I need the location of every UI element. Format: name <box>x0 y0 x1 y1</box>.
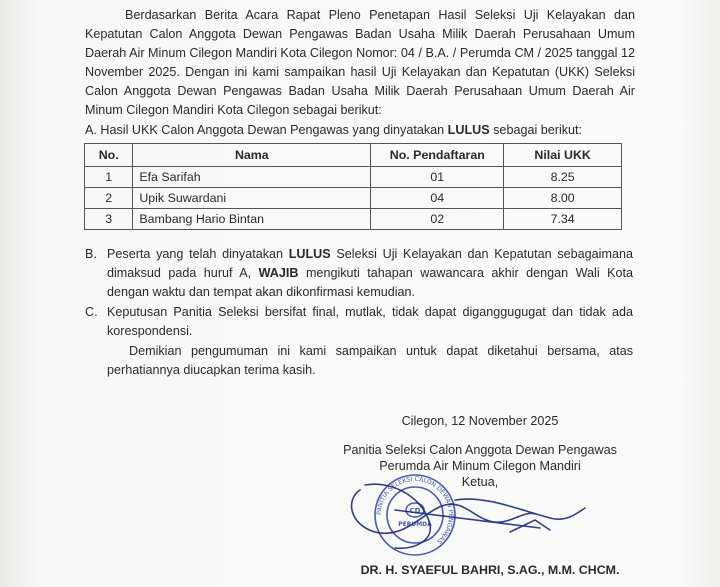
intro-text: Berdasarkan Berita Acara Rapat Pleno Penetapan Hasil Seleksi Uji Kelayakan dan Kepatutan Calon Anggota Dewan Pengawas Badan Usaha Milik Daerah Perusahaan Umum Daerah Air Minum Cilegon Mandiri Kota Cilegon Nomor: 04 / B.A. / Perumda CM / 2025 tanggal 12 November 2025. Dengan ini kami sampaikan hasil Uji Kelayakan dan Kepatutan (UKK) Seleksi Calon Anggota Dewan Pengawas Badan Usaha Milik Daerah Perusahaan Umum Daerah Air Minum Cilegon Mandiri Kota Cilegon sebagai berikut: <box>85 8 635 117</box>
results-table <box>84 143 622 230</box>
signature-icon <box>335 470 595 560</box>
section-b-text-1: Peserta yang telah dinyatakan <box>107 247 289 261</box>
section-c <box>85 303 633 341</box>
table-header-row <box>85 144 622 167</box>
section-b-bold-1: LULUS <box>288 247 331 261</box>
closing-text: Demikian pengumuman ini kami sampaikan untuk dapat diketahui bersama, atas perhatiannya diucapkan terima kasih. <box>107 344 633 377</box>
header-pendaftaran: No. Pendaftaran <box>371 144 504 167</box>
section-c-letter: C. <box>85 305 98 319</box>
intro-paragraph <box>85 6 635 120</box>
cell-nilai: 8.25 <box>504 167 622 188</box>
section-a-label <box>85 121 645 140</box>
cell-pendaftaran: 01 <box>371 167 504 188</box>
cell-pendaftaran: 04 <box>371 188 504 209</box>
signatory-name: DR. H. SYAEFUL BAHRI, S.AG., M.M. CHCM. <box>360 563 620 577</box>
role-label: Ketua, <box>461 475 499 489</box>
cell-nama: Bambang Hario Bintan <box>133 209 371 230</box>
section-a-suffix: sebagai berikut: <box>489 123 583 137</box>
cell-pendaftaran: 02 <box>371 209 504 230</box>
closing-paragraph <box>107 342 633 380</box>
cell-nilai: 8.00 <box>504 188 622 209</box>
section-b-bold-2: WAJIB <box>258 266 299 280</box>
cell-nama: Efa Sarifah <box>133 167 371 188</box>
svg-text:PERUMDA: PERUMDA <box>398 521 432 528</box>
section-a-prefix: A. Hasil UKK Calon Anggota Dewan Pengawas yang dinyatakan <box>85 123 448 137</box>
section-b <box>85 245 633 302</box>
section-a-bold: LULUS <box>447 123 490 137</box>
header-no: No. <box>85 144 133 167</box>
org-line-1: Panitia Seleksi Calon Anggota Dewan Pengawas <box>343 443 617 457</box>
section-b-letter: B. <box>85 247 97 261</box>
table-row <box>85 167 622 188</box>
section-b-body <box>107 245 633 302</box>
cell-no: 3 <box>85 209 133 230</box>
cell-no: 1 <box>85 167 133 188</box>
cell-nilai: 7.34 <box>504 209 622 230</box>
table-row <box>85 188 622 209</box>
cell-no: 2 <box>85 188 133 209</box>
org-line-2: Perumda Air Minum Cilegon Mandiri <box>379 459 581 473</box>
section-b-text-3: mengikuti tahapan wawancara akhir dengan Wali Kota dengan waktu dan tempat akan dikonfirmasi kemudian. <box>107 266 633 299</box>
place-date: Cilegon, 12 November 2025 <box>401 414 559 428</box>
svg-text:CD: CD <box>409 507 421 515</box>
header-nilai: Nilai UKK <box>504 144 622 167</box>
table-row <box>85 209 622 230</box>
header-nama: Nama <box>133 144 371 167</box>
section-c-body: Keputusan Panitia Seleksi bersifat final, mutlak, tidak dapat diganggugugat dan tidak ada korespondensi. <box>107 305 633 338</box>
svg-text:PANITIA SELEKSI CALON DEWAN PE: PANITIA SELEKSI CALON DEWAN PENGAWAS <box>375 475 455 545</box>
cell-nama: Upik Suwardani <box>133 188 371 209</box>
section-b-text-2: Seleksi Uji Kelayakan dan Kepatutan sebagaimana dimaksud pada huruf A, <box>107 247 633 280</box>
